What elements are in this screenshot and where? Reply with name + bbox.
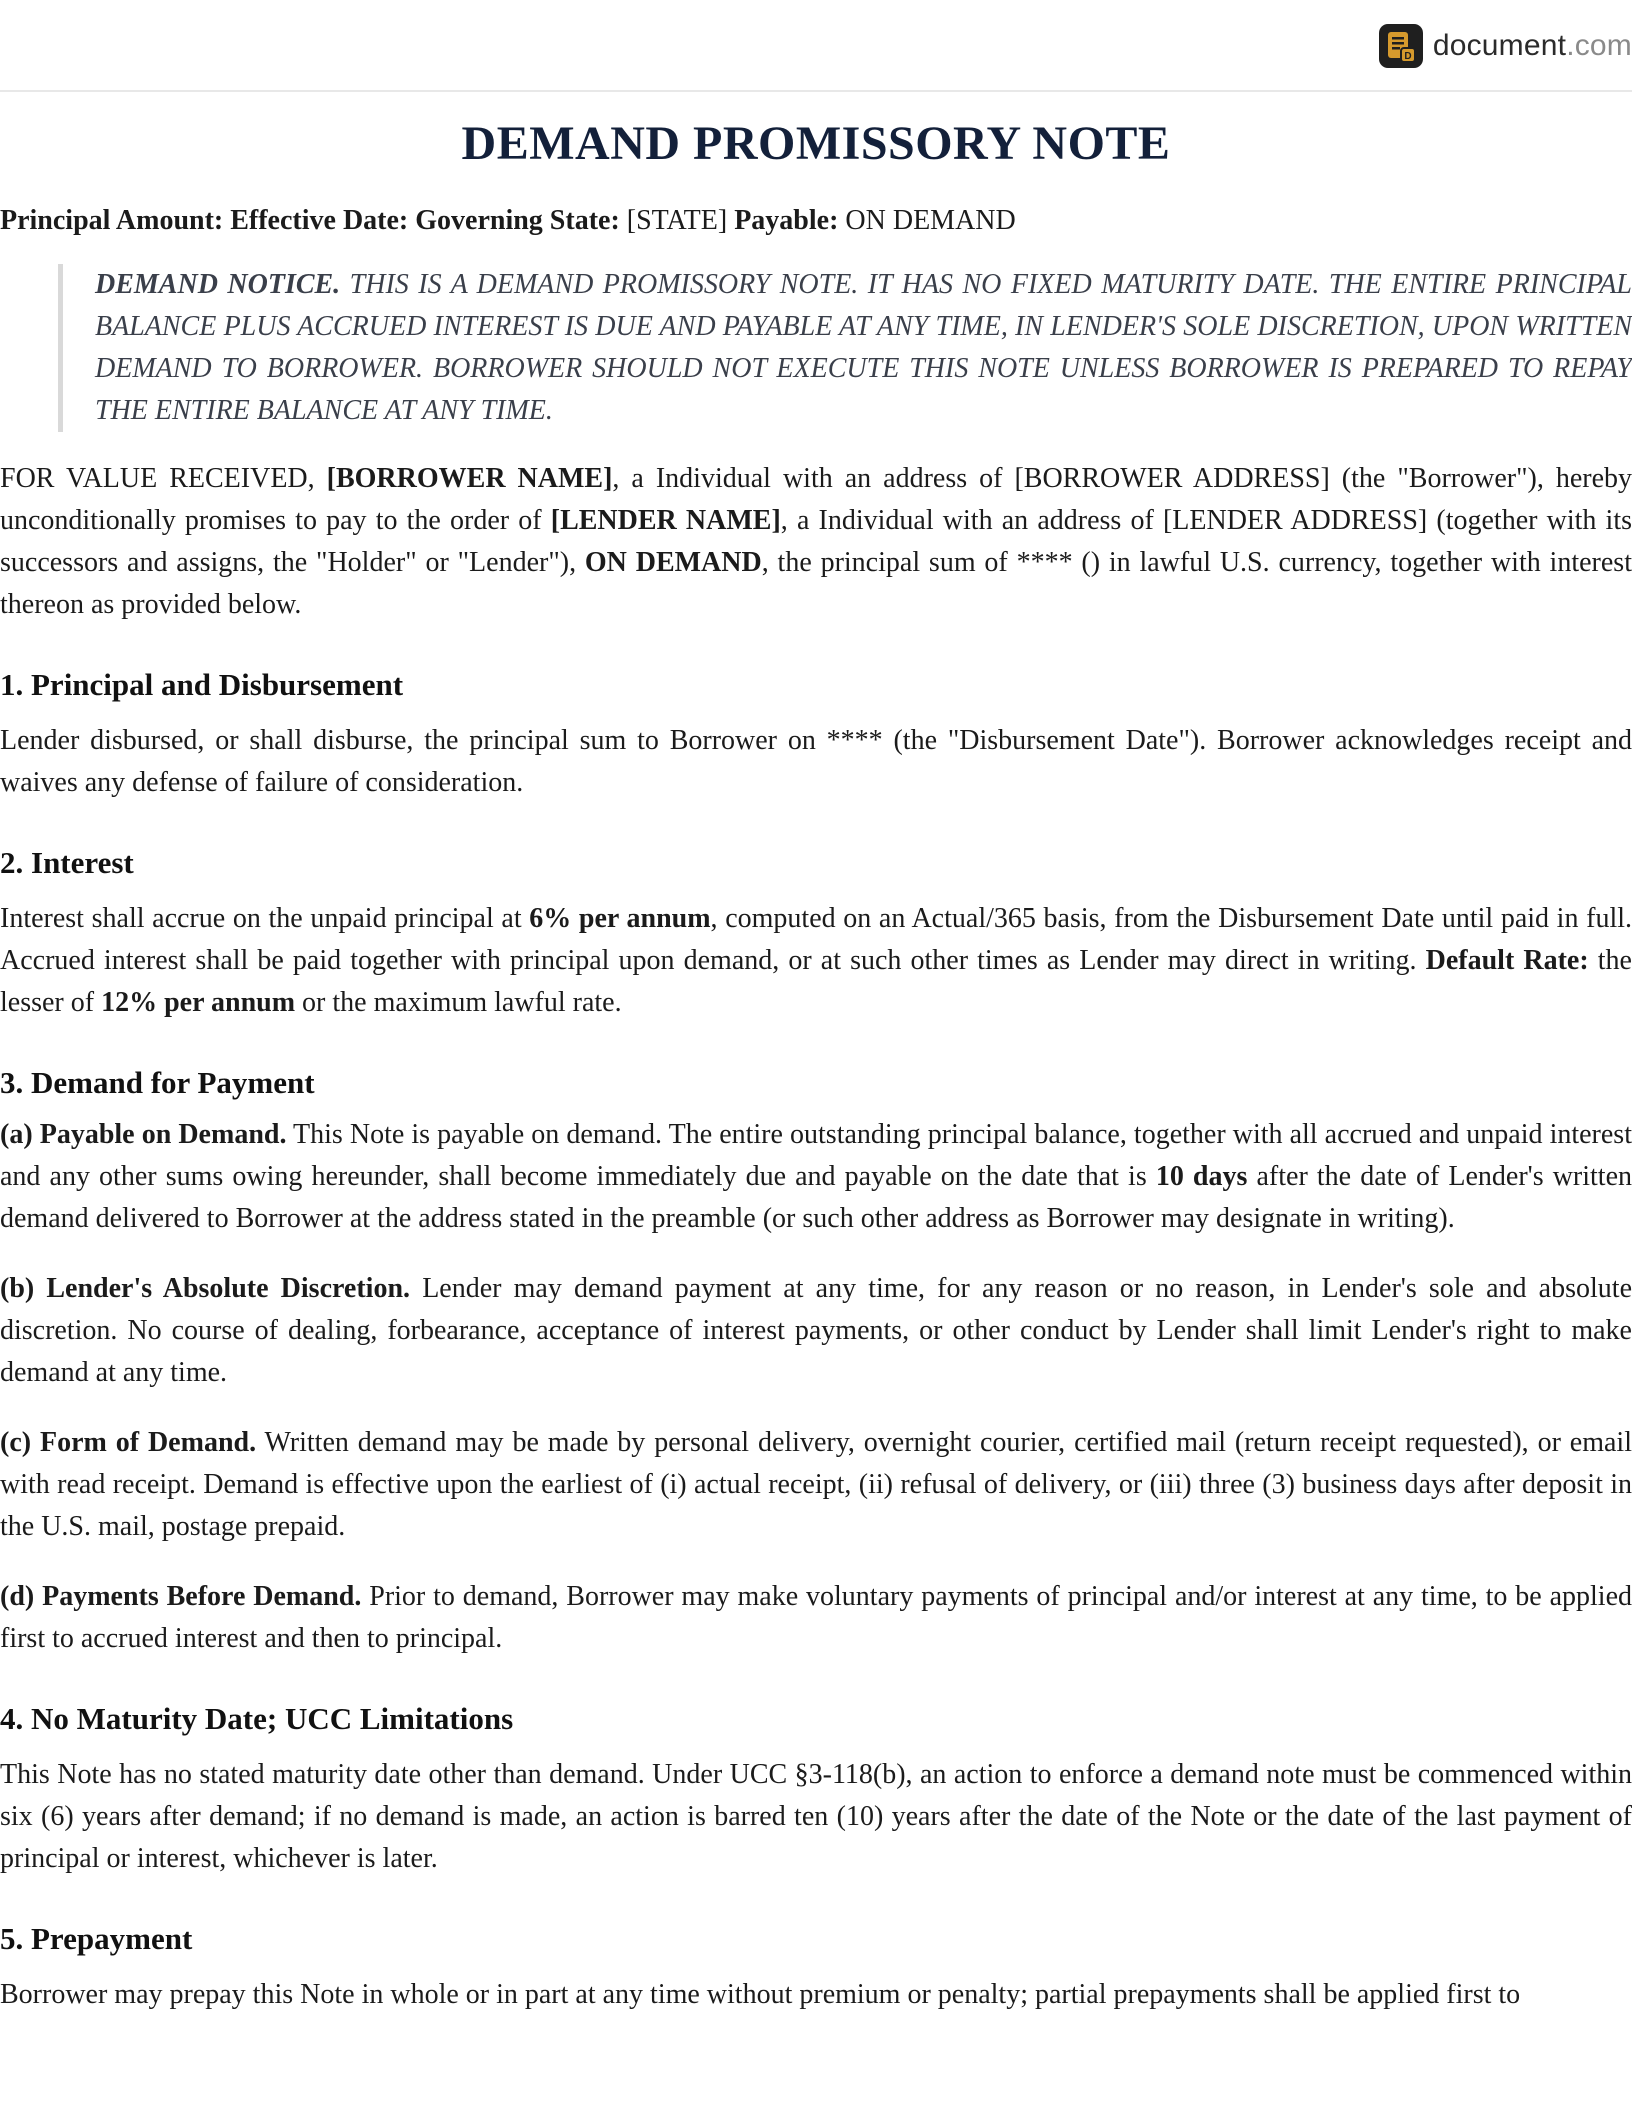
demand-notice	[58, 264, 1632, 432]
section-text-principal: Lender disbursed, or shall disburse, the principal sum to Borrower on **** (the "Disbursement Date"). Borrower acknowledges receipt and waives any defense of failure of consideration.	[0, 725, 1632, 798]
clause-lender-discretion: (b) Lender's Absolute Discretion. Lender may demand payment at any time, for any reason or no reason, in Lender's sole and absolute discretion. No course of dealing, forbearance, acceptance of interest payments, or other conduct by Lender shall limit Lender's right to make demand at any time.	[0, 1273, 1632, 1388]
governing-state-value: [STATE]	[626, 205, 728, 236]
on-demand-term: ON DEMAND	[584, 547, 762, 578]
section-text-maturity: This Note has no stated maturity date other than demand. Under UCC §3-118(b), an action to enforce a demand note must be commenced within six (6) years after demand; if no demand is made, an action is barred ten (10) years after the date of the Note or the date of the last payment of principal or interest, whichever is later.	[0, 1759, 1632, 1874]
payable-label: Payable:	[734, 205, 839, 236]
default-rate-value: 12% per annum	[101, 987, 296, 1018]
page-title: DEMAND PROMISSORY NOTE	[461, 117, 1171, 170]
section-heading-interest: 2. Interest	[0, 845, 134, 880]
payable-value: ON DEMAND	[845, 205, 1016, 236]
section-text-prepayment: Borrower may prepay this Note in whole or in part at any time without premium or penalty; partial prepayments shall be applied first to	[0, 1979, 1521, 2010]
clause-payments-before-demand: (d) Payments Before Demand. Prior to demand, Borrower may make voluntary payments of principal and/or interest at any time, to be applied first to accrued interest and then to principal.	[0, 1581, 1632, 1654]
section-heading-demand: 3. Demand for Payment	[0, 1065, 315, 1100]
lender-name: [LENDER NAME]	[550, 505, 781, 536]
interest-rate: 6% per annum	[529, 903, 711, 934]
site-header	[0, 0, 1632, 92]
demand-notice-heading: DEMAND NOTICE.	[95, 269, 341, 300]
brand[interactable]	[1379, 24, 1632, 68]
borrower-name: [BORROWER NAME]	[326, 463, 613, 494]
document-logo-icon	[1379, 24, 1423, 68]
default-rate-label: Default Rate:	[1425, 945, 1589, 976]
svg-text:D: D	[1404, 51, 1412, 62]
demand-notice-text: THIS IS A DEMAND PROMISSORY NOTE. IT HAS NO FIXED MATURITY DATE. THE ENTIRE PRINCIPAL BALANCE PLUS ACCRUED INTEREST IS DUE AND PAYABLE AT ANY TIME, IN LENDER'S SOLE DISCRETION, UPON WRITTEN DEMAND TO BORROWER. BORROWER SHOULD NOT EXECUTE THIS NOTE UNLESS BORROWER IS PREPARED TO REPAY THE ENTIRE BALANCE AT ANY TIME.	[95, 269, 1632, 426]
preamble-paragraph: FOR VALUE RECEIVED, [BORROWER NAME], a Individual with an address of [BORROWER ADDRESS] (the "Borrower"), hereby unconditionally promises to pay to the order of [LENDER NAME], a Individual with an address of [LENDER ADDRESS] (together with its successors and assigns, the "Holder" or "Lender"), ON DEMAND, the principal sum of **** () in lawful U.S. currency, together with interest thereon as provided below.	[0, 463, 1632, 620]
brand-name: document.com	[1432, 29, 1632, 62]
section-text-interest: Interest shall accrue on the unpaid principal at 6% per annum, computed on an Actual/365 basis, from the Disbursement Date until paid in full. Accrued interest shall be paid together with principal upon demand, or at such other times as Lender may direct in writing. Default Rate: the lesser of 12% per annum or the maximum lawful rate.	[0, 903, 1632, 1018]
effective-date-label: Effective Date:	[230, 205, 409, 236]
section-heading-maturity: 4. No Maturity Date; UCC Limitations	[0, 1701, 514, 1736]
governing-state-label: Governing State:	[415, 205, 620, 236]
clause-payable-on-demand: (a) Payable on Demand. This Note is payable on demand. The entire outstanding principal balance, together with all accrued and unpaid interest and any other sums owing hereunder, shall become immediately due and payable on the date that is 10 days after the date of Lender's written demand delivered to Borrower at the address stated in the preamble (or such other address as Borrower may designate in writing).	[0, 1119, 1632, 1234]
section-heading-prepayment: 5. Prepayment	[0, 1921, 193, 1956]
demand-days: 10 days	[1155, 1161, 1248, 1192]
note-summary-line	[0, 200, 1632, 242]
document-body	[0, 92, 1632, 2016]
section-heading-principal: 1. Principal and Disbursement	[0, 667, 404, 702]
principal-amount-label: Principal Amount:	[0, 205, 224, 236]
clause-form-of-demand: (c) Form of Demand. Written demand may be made by personal delivery, overnight courier, certified mail (return receipt requested), or email with read receipt. Demand is effective upon the earliest of (i) actual receipt, (ii) refusal of delivery, or (iii) three (3) business days after deposit in the U.S. mail, postage prepaid.	[0, 1427, 1632, 1542]
